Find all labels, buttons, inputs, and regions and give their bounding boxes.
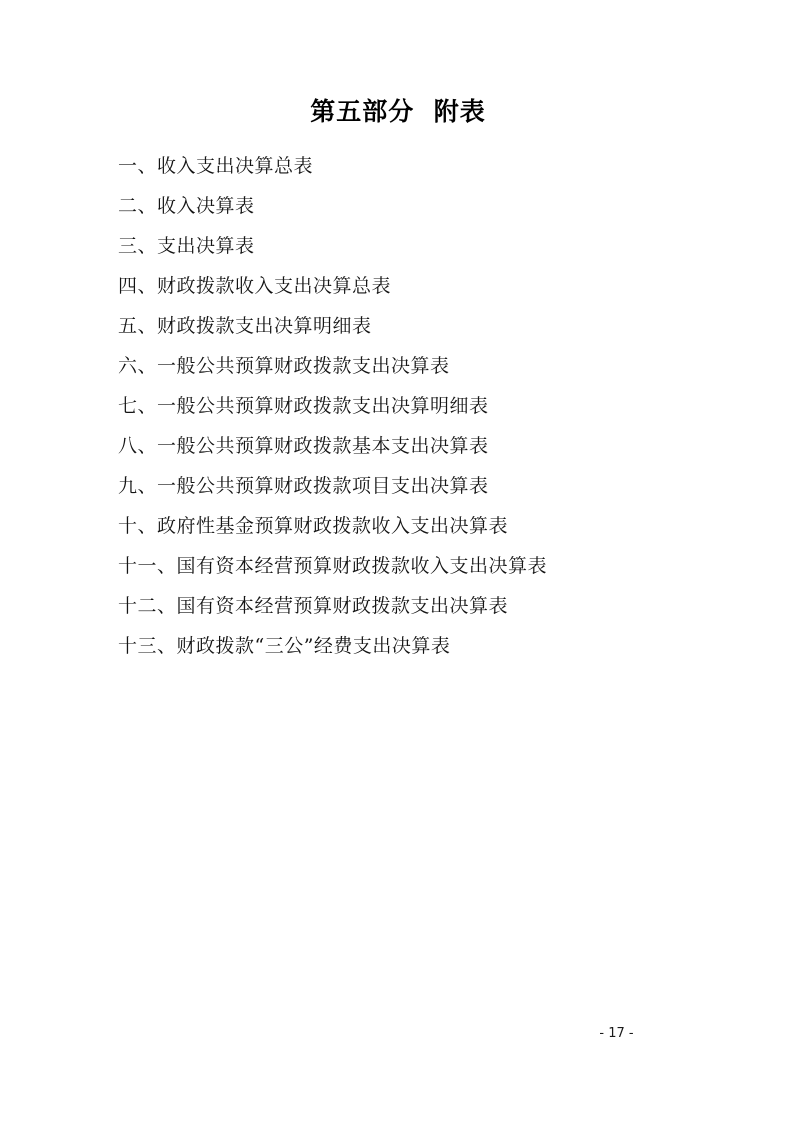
list-item: 二、收入决算表 bbox=[118, 195, 255, 217]
list-item: 八、一般公共预算财政拨款基本支出决算表 bbox=[118, 435, 489, 457]
page-title: 第五部分 附表 bbox=[310, 97, 486, 126]
list-item: 七、一般公共预算财政拨款支出决算明细表 bbox=[118, 395, 489, 417]
list-item: 四、财政拨款收入支出决算总表 bbox=[118, 275, 392, 297]
list-item: 一、收入支出决算总表 bbox=[118, 155, 314, 177]
page-footer bbox=[0, 1026, 793, 1041]
list-item: 十一、国有资本经营预算财政拨款收入支出决算表 bbox=[118, 555, 548, 577]
list-item: 五、财政拨款支出决算明细表 bbox=[118, 315, 372, 337]
list-item: 三、支出决算表 bbox=[118, 235, 255, 257]
table-of-contents bbox=[118, 146, 678, 666]
list-item: 六、一般公共预算财政拨款支出决算表 bbox=[118, 355, 450, 377]
page-content bbox=[118, 92, 678, 666]
list-item: 九、一般公共预算财政拨款项目支出决算表 bbox=[118, 475, 489, 497]
page-number-label: - 17 - bbox=[599, 1026, 634, 1041]
list-item: 十三、财政拨款“三公”经费支出决算表 bbox=[118, 635, 451, 657]
list-item: 十、政府性基金预算财政拨款收入支出决算表 bbox=[118, 515, 509, 537]
list-item: 十二、国有资本经营预算财政拨款支出决算表 bbox=[118, 595, 509, 617]
